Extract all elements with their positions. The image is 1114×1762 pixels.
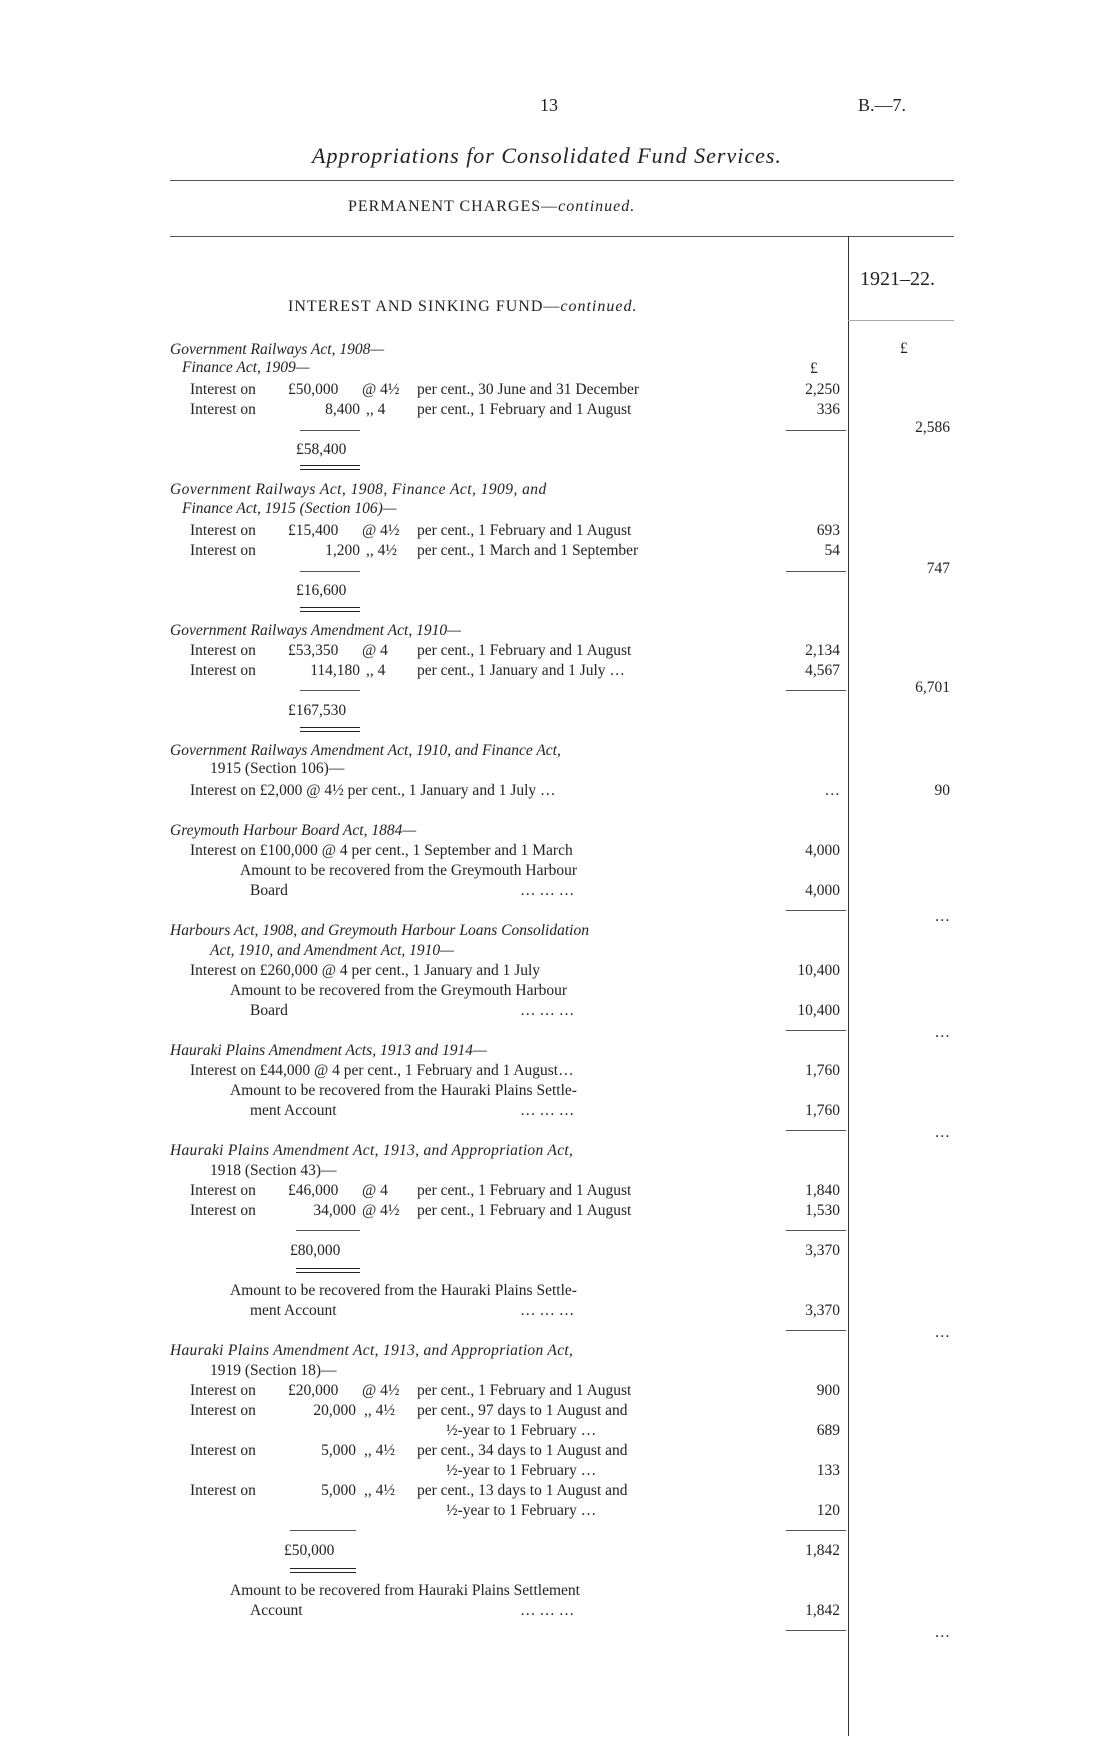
row-description: per cent., 1 February and 1 August <box>417 1382 632 1399</box>
row-amount: £53,350 <box>288 642 339 659</box>
recovery-value: 3,370 <box>805 1302 840 1319</box>
block-heading: Hauraki Plains Amendment Acts, 1913 and 1914— <box>170 1042 487 1059</box>
subtotal-rule <box>786 1230 846 1231</box>
row-description: per cent., 1 February and 1 August <box>417 1182 632 1199</box>
row-rate: @ 4½ <box>362 381 400 398</box>
row-amount: 34,000 <box>313 1202 356 1219</box>
row-value: 120 <box>816 1502 840 1519</box>
row-description: Interest on £2,000 @ 4½ per cent., 1 January and 1 July … <box>190 782 556 799</box>
row-amount: £20,000 <box>288 1382 339 1399</box>
row-value: 2,134 <box>805 642 840 659</box>
block-heading: 1918 (Section 43)— <box>210 1162 337 1179</box>
block-heading: Act, 1910, and Amendment Act, 1910— <box>210 942 454 959</box>
total-rule <box>290 1530 356 1531</box>
block-heading: 1915 (Section 106)— <box>210 760 345 777</box>
header-rule <box>170 180 954 181</box>
row-label: Interest on <box>190 642 256 659</box>
year-total: 90 <box>934 782 950 799</box>
row-description: per cent., 34 days to 1 August and <box>417 1442 628 1459</box>
total-double-rule <box>300 607 360 612</box>
table-top-rule <box>170 236 954 237</box>
row-rate: ,, 4 <box>366 662 386 679</box>
total-double-rule <box>300 727 360 732</box>
row-amount: 5,000 <box>321 1442 356 1459</box>
report-code: B.—7. <box>858 95 907 115</box>
row-description: ½-year to 1 February … <box>446 1462 597 1479</box>
subtotal-rule <box>786 690 846 691</box>
row-description: per cent., 1 March and 1 September <box>417 542 639 559</box>
block-heading: Harbours Act, 1908, and Greymouth Harbour Loans Consolidation <box>170 922 589 939</box>
section-heading <box>288 298 637 316</box>
row-label: Interest on <box>190 1202 256 1219</box>
subtotal-rule <box>786 1330 846 1331</box>
block-heading: Finance Act, 1915 (Section 106)— <box>182 500 397 517</box>
subtotal-rule <box>786 1630 846 1631</box>
total-rule <box>300 430 360 431</box>
row-label: Interest on <box>190 1482 256 1499</box>
recovery-text: Amount to be recovered from the Greymouth Harbour <box>230 982 568 999</box>
block-heading: Hauraki Plains Amendment Act, 1913, and Appropriation Act, <box>170 1142 574 1159</box>
block-heading: Government Railways Act, 1908— <box>170 341 385 358</box>
row-label: Interest on <box>190 1382 256 1399</box>
year-total: … <box>934 1024 950 1041</box>
recovery-value: 10,400 <box>797 1002 840 1019</box>
row-rate: ,, 4 <box>366 401 386 418</box>
row-amount: £46,000 <box>288 1182 339 1199</box>
recovery-text: Board <box>250 1002 288 1019</box>
recovery-text: Amount to be recovered from the Hauraki Plains Settle- <box>230 1282 577 1299</box>
row-value: 336 <box>816 401 840 418</box>
recovery-text: Account <box>250 1602 303 1619</box>
row-description: per cent., 1 February and 1 August <box>417 522 632 539</box>
total-double-rule <box>290 1568 356 1573</box>
row-rate: ,, 4½ <box>364 1402 395 1419</box>
year-total: … <box>934 1324 950 1341</box>
block-total: £167,530 <box>288 702 347 719</box>
total-rule <box>296 1230 360 1231</box>
year-total: 2,586 <box>915 419 950 436</box>
recovery-text: ment Account <box>250 1102 337 1119</box>
row-amount: £15,400 <box>288 522 339 539</box>
row-description: Interest on £44,000 @ 4 per cent., 1 February and 1 August… <box>190 1062 574 1079</box>
year-total: … <box>934 1624 950 1641</box>
subtotal-rule <box>786 430 846 431</box>
page-number: 13 <box>540 95 558 115</box>
row-value: … <box>824 782 840 799</box>
row-amount: 5,000 <box>321 1482 356 1499</box>
recovery-value: 1,760 <box>805 1102 840 1119</box>
subtotal-rule <box>786 1530 846 1531</box>
block-heading: Government Railways Amendment Act, 1910, and Finance Act, <box>170 742 561 759</box>
row-description: per cent., 13 days to 1 August and <box>417 1482 628 1499</box>
block-heading: Finance Act, 1909— <box>182 359 310 376</box>
row-amount: 1,200 <box>325 542 360 559</box>
row-label: Interest on <box>190 1182 256 1199</box>
block-total-value: 1,842 <box>805 1542 840 1559</box>
block-total: £16,600 <box>296 582 347 599</box>
row-rate: @ 4½ <box>362 1202 400 1219</box>
total-rule <box>300 571 360 572</box>
year-heading-rule <box>848 320 954 321</box>
row-value: 1,760 <box>805 1062 840 1079</box>
year-total: 6,701 <box>915 679 950 696</box>
row-value: 2,250 <box>805 381 840 398</box>
row-description: Interest on £260,000 @ 4 per cent., 1 January and 1 July <box>190 962 541 979</box>
recovery-text: Board <box>250 882 288 899</box>
block-heading: 1919 (Section 18)— <box>210 1362 337 1379</box>
subtitle <box>348 198 635 216</box>
row-amount: 114,180 <box>310 662 360 679</box>
recovery-text: Amount to be recovered from Hauraki Plains Settlement <box>230 1582 580 1599</box>
recovery-dots: … … … <box>520 1602 575 1619</box>
subtotal-rule <box>786 1130 846 1131</box>
total-rule <box>300 690 360 691</box>
recovery-dots: … … … <box>520 1102 575 1119</box>
recovery-dots: … … … <box>520 1302 575 1319</box>
row-description: per cent., 1 February and 1 August <box>417 642 632 659</box>
block-heading: Government Railways Amendment Act, 1910— <box>170 622 461 639</box>
row-rate: ,, 4½ <box>364 1442 395 1459</box>
row-description: per cent., 97 days to 1 August and <box>417 1402 628 1419</box>
row-value: 1,530 <box>805 1202 840 1219</box>
recovery-dots: … … … <box>520 1002 575 1019</box>
row-value: 10,400 <box>797 962 840 979</box>
block-total: £58,400 <box>296 441 347 458</box>
recovery-value: 4,000 <box>805 882 840 899</box>
row-label: Interest on <box>190 1402 256 1419</box>
recovery-text: Amount to be recovered from the Hauraki Plains Settle- <box>230 1082 577 1099</box>
row-label: Interest on <box>190 1442 256 1459</box>
block-heading: Hauraki Plains Amendment Act, 1913, and Appropriation Act, <box>170 1342 574 1359</box>
row-description: per cent., 30 June and 31 December <box>417 381 640 398</box>
block-heading: Greymouth Harbour Board Act, 1884— <box>170 822 417 839</box>
row-value: 54 <box>824 542 840 559</box>
subtotal-rule <box>786 1030 846 1031</box>
row-value: 693 <box>816 522 840 539</box>
year-heading: 1921–22. <box>860 268 935 290</box>
subtitle-main: PERMANENT CHARGES— <box>348 198 559 215</box>
row-amount: 20,000 <box>313 1402 356 1419</box>
row-rate: @ 4½ <box>362 522 400 539</box>
row-value: 133 <box>816 1462 840 1479</box>
year-column-divider <box>848 236 849 1736</box>
page-title: Appropriations for Consolidated Fund Services. <box>312 143 782 168</box>
subtotal-rule <box>786 910 846 911</box>
row-value: 900 <box>816 1382 840 1399</box>
row-description: ½-year to 1 February … <box>446 1422 597 1439</box>
row-label: Interest on <box>190 522 256 539</box>
row-description: per cent., 1 February and 1 August <box>417 401 632 418</box>
row-rate: @ 4 <box>362 1182 388 1199</box>
row-description: per cent., 1 January and 1 July … <box>417 662 625 679</box>
row-amount: 8,400 <box>325 401 360 418</box>
year-total: … <box>934 1124 950 1141</box>
total-double-rule <box>296 1268 360 1273</box>
row-description: ½-year to 1 February … <box>446 1502 597 1519</box>
row-value: 4,567 <box>805 662 840 679</box>
recovery-dots: … … … <box>520 882 575 899</box>
block-heading: Government Railways Act, 1908, Finance Act, 1909, and <box>170 481 547 498</box>
subtotal-rule <box>786 571 846 572</box>
row-rate: ,, 4½ <box>366 542 397 559</box>
section-main: INTEREST AND SINKING FUND— <box>288 298 561 315</box>
pound-col2: £ <box>900 340 908 357</box>
row-amount: £50,000 <box>288 381 339 398</box>
recovery-text: Amount to be recovered from the Greymouth Harbour <box>240 862 578 879</box>
section-cont: continued. <box>560 298 638 315</box>
row-rate: @ 4 <box>362 642 388 659</box>
row-value: 1,840 <box>805 1182 840 1199</box>
row-description: per cent., 1 February and 1 August <box>417 1202 632 1219</box>
row-label: Interest on <box>190 401 256 418</box>
row-rate: @ 4½ <box>362 1382 400 1399</box>
row-label: Interest on <box>190 381 256 398</box>
row-description: Interest on £100,000 @ 4 per cent., 1 September and 1 March <box>190 842 573 859</box>
pound-col1: £ <box>810 360 818 377</box>
subtitle-cont: continued. <box>558 198 636 215</box>
recovery-value: 1,842 <box>805 1602 840 1619</box>
block-total: £80,000 <box>290 1242 341 1259</box>
year-total: 747 <box>926 560 950 577</box>
year-total: … <box>934 908 950 925</box>
block-total: £50,000 <box>284 1542 335 1559</box>
row-label: Interest on <box>190 662 256 679</box>
total-double-rule <box>300 465 360 470</box>
row-label: Interest on <box>190 542 256 559</box>
row-value: 689 <box>816 1422 840 1439</box>
row-value: 4,000 <box>805 842 840 859</box>
row-rate: ,, 4½ <box>364 1482 395 1499</box>
block-total-value: 3,370 <box>805 1242 840 1259</box>
recovery-text: ment Account <box>250 1302 337 1319</box>
